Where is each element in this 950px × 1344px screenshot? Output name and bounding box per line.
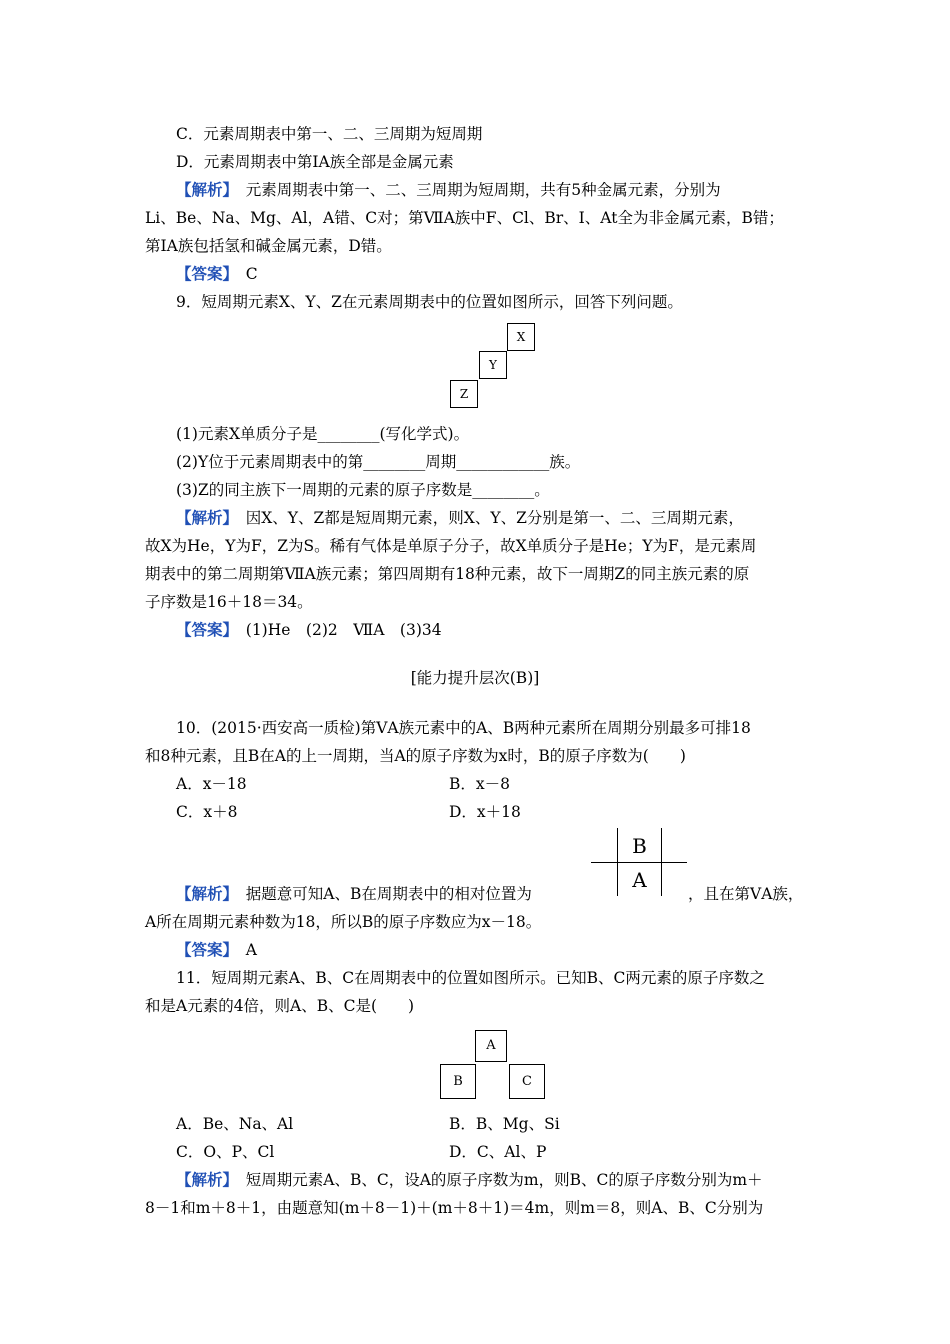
q10-option-c: C．x＋8	[176, 803, 238, 821]
q10-stem-line-2: 和8种元素，且B在A的上一周期，当A的原子序数为x时，B的原子序数为( )	[145, 747, 686, 765]
q11-analysis-line-2: 8－1和m＋8＋1，由题意知(m＋8－1)＋(m＋8＋1)＝4m，则m＝8，则A、B、C分别为	[145, 1199, 764, 1217]
q9-analysis-line-2: 故X为He，Y为F，Z为S。稀有气体是单原子分子，故X单质分子是He；Y为F，是元素周	[145, 537, 757, 555]
q11-option-a: A．Be、Na、Al	[176, 1115, 294, 1133]
q9-sub-2: (2)Y位于元素周期表中的第________周期____________族。	[176, 453, 581, 471]
q9-analysis-line-3: 期表中的第二周期第ⅦA族元素；第四周期有18种元素，故下一周期Z的同主族元素的原	[145, 565, 750, 583]
diagram-line	[591, 862, 687, 863]
answer-text: (1)He (2)2 ⅦA (3)34	[230, 621, 442, 639]
analysis-tag: 【解析】	[176, 1170, 231, 1189]
q11-analysis-line-1	[176, 1170, 763, 1190]
diagram-line	[661, 828, 662, 896]
q9-analysis-line-4: 子序数是16＋18＝34。	[145, 593, 313, 611]
cell-b: B	[632, 834, 647, 858]
q9-sub-1: (1)元素X单质分子是________(写化学式)。	[176, 425, 470, 443]
cell-a: A	[475, 1030, 507, 1062]
cell-x: X	[507, 323, 535, 351]
analysis-text: 据题意可知A、B在周期表中的相对位置为	[230, 885, 532, 903]
cell-y: Y	[479, 351, 507, 379]
answer-tag: 【答案】	[176, 940, 231, 959]
cell-b: B	[440, 1064, 476, 1099]
cell-z: Z	[450, 380, 478, 408]
q10-option-a: A．x－18	[176, 775, 247, 793]
q8-option-c: C．元素周期表中第一、二、三周期为短周期	[176, 125, 483, 143]
q9-sub-3: (3)Z的同主族下一周期的元素的原子序数是________。	[176, 481, 550, 499]
answer-tag: 【答案】	[176, 264, 231, 283]
q8-option-d: D．元素周期表中第ⅠA族全部是金属元素	[176, 153, 454, 171]
q8-analysis-line-3: 第ⅠA族包括氢和碱金属元素，D错。	[145, 237, 392, 255]
q9-analysis-line-1	[176, 508, 744, 528]
q10-analysis-line-1a	[176, 884, 532, 904]
q11-option-d: D．C、Al、P	[449, 1143, 547, 1161]
answer-tag: 【答案】	[176, 620, 231, 639]
q10-stem-line-1: 10．(2015·西安高一质检)第ⅤA族元素中的A、B两种元素所在周期分别最多可排18	[176, 719, 751, 737]
q10-option-d: D．x＋18	[449, 803, 521, 821]
cell-c: C	[509, 1064, 545, 1099]
q10-option-b: B．x－8	[449, 775, 510, 793]
analysis-text: 短周期元素A、B、C，设A的原子序数为m，则B、C的原子序数分别为m＋	[230, 1171, 763, 1189]
analysis-text: 元素周期表中第一、二、三周期为短周期，共有5种金属元素，分别为	[230, 181, 721, 199]
answer-text: C	[230, 265, 258, 283]
cell-a: A	[632, 868, 647, 892]
q9-stem: 9．短周期元素X、Y、Z在元素周期表中的位置如图所示，回答下列问题。	[176, 293, 683, 311]
answer-text: A	[230, 941, 257, 959]
q10-analysis-line-2: A所在周期元素种数为18，所以B的原子序数应为x－18。	[145, 913, 542, 931]
q8-answer	[176, 264, 258, 284]
q11-stem-line-2: 和是A元素的4倍，则A、B、C是( )	[145, 997, 415, 1015]
q10-position-diagram	[591, 828, 687, 896]
section-title: [能力提升层次(B)]	[410, 669, 540, 687]
q11-stem-line-1: 11．短周期元素A、B、C在周期表中的位置如图所示。已知B、C两元素的原子序数之	[176, 969, 765, 987]
q8-analysis-line-1	[176, 180, 721, 200]
q8-analysis-line-2: Li、Be、Na、Mg、Al，A错、C对；第ⅦA族中F、Cl、Br、I、At全为非金属元素，B错；	[145, 209, 784, 227]
q10-answer	[176, 940, 257, 960]
analysis-tag: 【解析】	[176, 884, 231, 903]
q11-option-b: B．B、Mg、Si	[449, 1115, 560, 1133]
q11-option-c: C．O、P、Cl	[176, 1143, 275, 1161]
analysis-tag: 【解析】	[176, 508, 231, 527]
analysis-text: 因X、Y、Z都是短周期元素，则X、Y、Z分别是第一、二、三周期元素，	[230, 509, 744, 527]
q10-analysis-line-1b: ，且在第ⅤA族，	[688, 885, 804, 903]
q9-answer	[176, 620, 442, 640]
analysis-tag: 【解析】	[176, 180, 231, 199]
